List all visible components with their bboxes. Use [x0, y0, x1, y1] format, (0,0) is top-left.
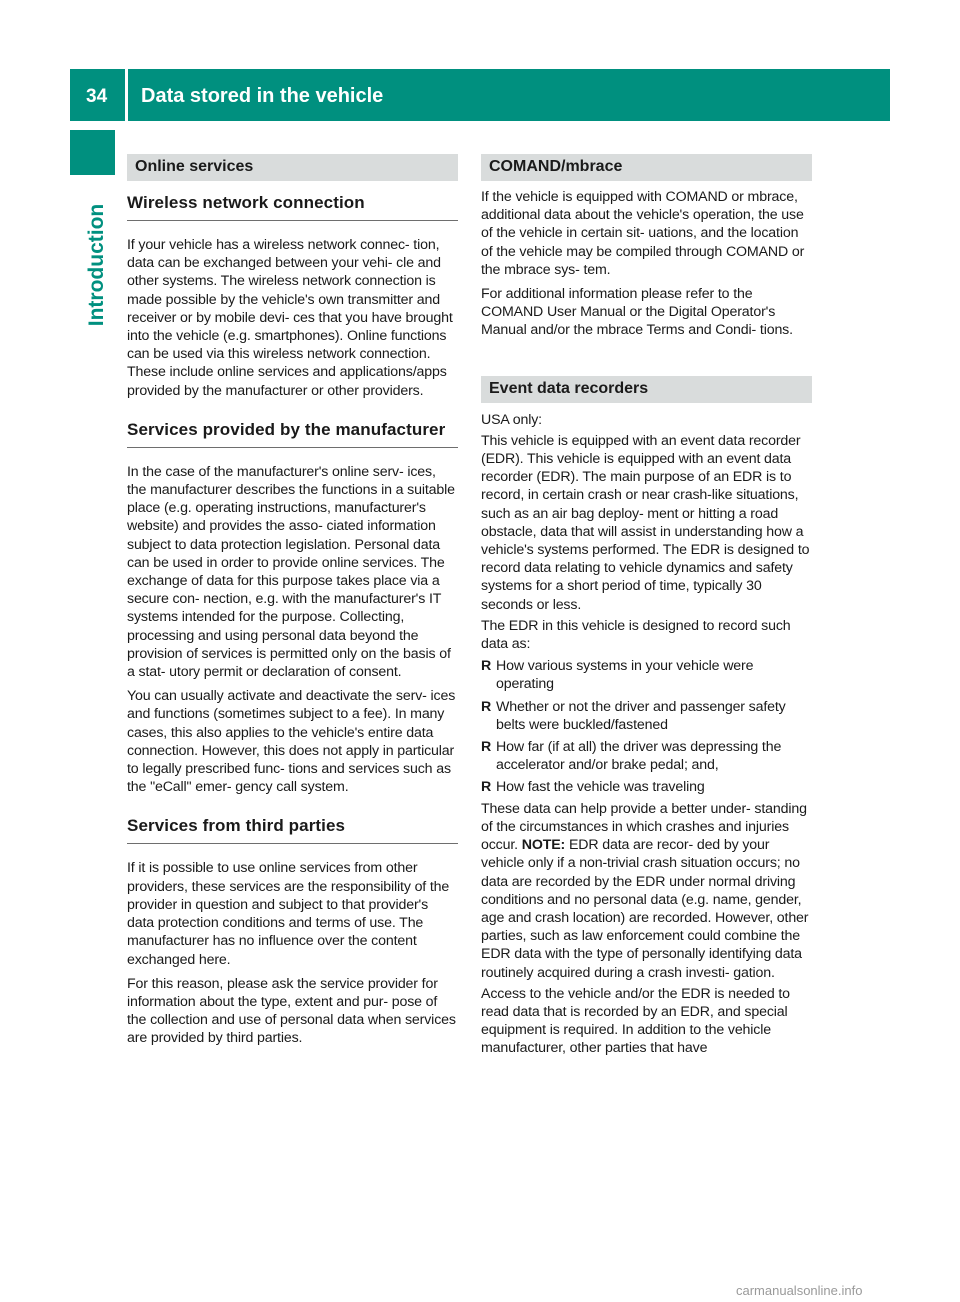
paragraph: For this reason, please ask the service provider for information about the type, extent and pur- pose of the collection and use of personal data when services are provided by third parties. — [127, 975, 456, 1047]
list-item: R How far (if at all) the driver was depressing the accelerator and/or brake pedal; and, — [481, 739, 782, 774]
paragraph: In the case of the manufacturer's online serv- ices, the manufacturer describes the functions in a suitable place (e.g. operating instructions, manufacturer's website) and provides the asso- ciated information subject to data protection legislation. Personal data can be used in order to provide online services. The exchange of data for this purpose takes place via a secure con- nection, e.g. with the manufacturer's IT systems intended for the purpose. Collecting, processing and using personal data beyond the provision of services is permitted only on the basis of a stat- utory permit or declaration of consent. — [127, 463, 455, 681]
paragraph: Access to the vehicle and/or the EDR is needed to read data that is recorded by an EDR, and special equipment is required. In addition to the vehicle manufacturer, other parties that have — [481, 985, 790, 1057]
paragraph: These data can help provide a better under- standing of the circumstances in which crashes and injuries occur. NOTE: EDR data are recor- ded by your vehicle only if a non-trivial crash situation occurs; no data are recorded by the EDR under normal driving conditions and no personal data (e.g. name, gender, age and crash location) are recorded. However, other parties, such as law enforcement could combine the EDR data with the type of personally identifying data routinely acquired during a crash investi- gation. — [481, 800, 809, 981]
list-item: R How fast the vehicle was traveling — [481, 779, 705, 796]
right-column — [481, 154, 812, 1058]
paragraph: If it is possible to use online services from other providers, these services are the responsibility of the provider in question and subject to that provider's data protection conditions and terms of use. The manufacturer has no influence over the content exchanged here. — [127, 860, 450, 968]
side-tab-marker — [70, 130, 115, 175]
paragraph: If your vehicle has a wireless network connec- tion, data can be exchanged between your vehi- cle and other systems. The wireless network connection is made possible by the vehicle's own transmitter and receiver or by mobile devi- ces that you have brought into the vehicle (e.g. smartphones). Online functions can be used via this wireless network connection. These include online services and applications/apps provided by the manufacturer or other providers. — [127, 237, 453, 399]
edr-bullet-list — [481, 657, 812, 796]
subheading-wireless: Wireless network connection — [127, 193, 458, 221]
list-item: R How various systems in your vehicle were operating — [481, 658, 754, 693]
subheading-manufacturer: Services provided by the manufacturer — [127, 420, 458, 448]
section-header-online-services: Online services — [127, 154, 458, 181]
header-bar — [70, 69, 890, 121]
paragraph: If the vehicle is equipped with COMAND or mbrace, additional data about the vehicle's operation, the use of the vehicle in certain sit- uations, and the location of the vehicle may be compiled through COMAND or the mbrace sys- tem. — [481, 189, 805, 278]
section-header-comand: COMAND/mbrace — [481, 154, 812, 181]
bullet-icon: R — [481, 779, 492, 796]
paragraph: You can usually activate and deactivate the serv- ices and functions (sometimes subject to a fee). In many cases, this also applies to the vehicle's entire data connection. However, this does not apply in particular to legally prescribed func- tions and services such as the "eCall" emer- gency call system. — [127, 688, 456, 796]
note-label: NOTE: — [521, 837, 566, 854]
paragraph: This vehicle is equipped with an event data recorder (EDR). This vehicle is equipped with an event data recorder (EDR). The main purpose of an EDR is to record, in certain crash or near crash-like situations, such as an air bag deploy- ment or hitting a road obstacle, data that will assist in understanding how a vehicle's systems performed. The EDR is designed to record data relating to vehicle dynamics and safety systems for a short period of time, typically 30 seconds or less. — [481, 432, 810, 613]
bullet-icon: R — [481, 698, 492, 715]
page-number: 34 — [86, 86, 108, 107]
left-column — [127, 154, 458, 1048]
paragraph: USA only: — [481, 411, 542, 428]
section-header-event-data-recorders: Event data recorders — [481, 376, 812, 403]
running-title: Data stored in the vehicle — [141, 85, 384, 107]
bullet-icon: R — [481, 658, 492, 675]
bullet-icon: R — [481, 739, 492, 756]
header-divider — [125, 69, 128, 121]
paragraph: For additional information please refer to the COMAND User Manual or the Digital Operator's Manual and/or the mbrace Terms and Condi- tions. — [481, 286, 793, 339]
watermark: carmanualsonline.info — [736, 1283, 863, 1298]
subheading-third-parties: Services from third parties — [127, 816, 458, 844]
paragraph: The EDR in this vehicle is designed to record such data as: — [481, 617, 791, 653]
list-item: R Whether or not the driver and passenger safety belts were buckled/fastened — [481, 698, 786, 733]
